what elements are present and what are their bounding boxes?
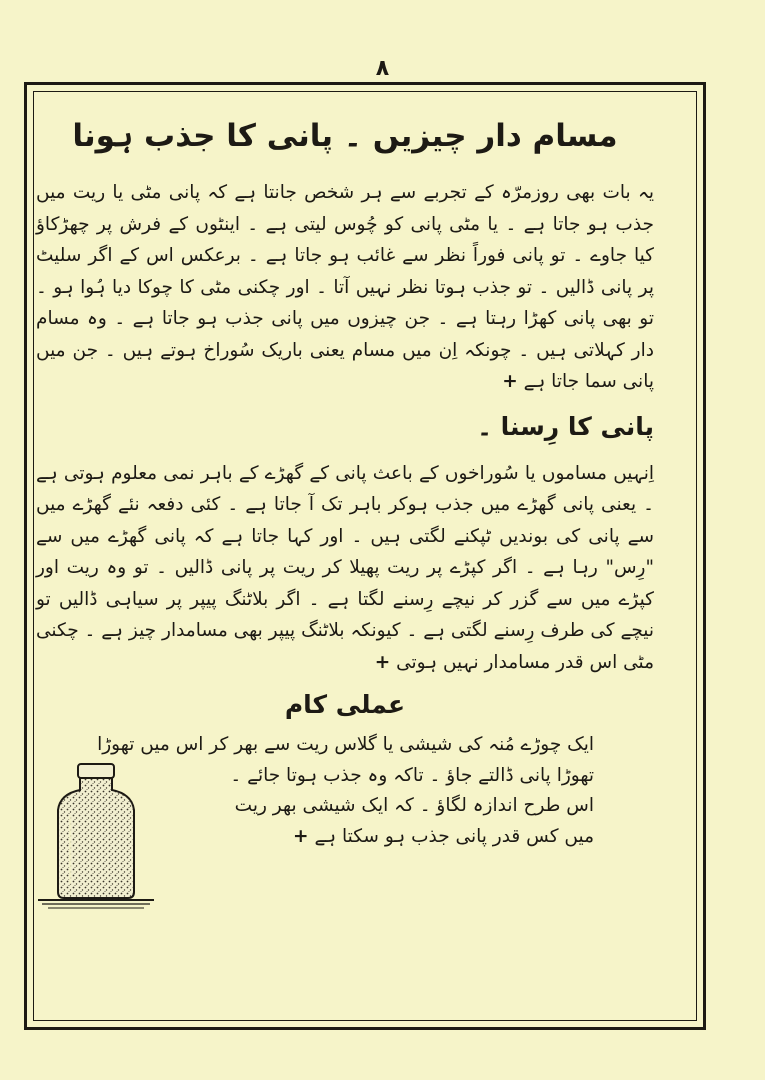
- sand-bottle-icon: [36, 760, 156, 910]
- seepage-paragraph: [36, 458, 654, 679]
- practical-line-text: میں کس قدر پانی جذب ہو سکتا ہے: [314, 825, 594, 847]
- practical-line: ایک چوڑے مُنہ کی شیشی یا گلاس ریت سے بھر کر اس میں تھوڑا: [97, 734, 594, 756]
- end-mark: +: [502, 371, 518, 393]
- end-mark: +: [374, 651, 391, 673]
- intro-paragraph: [36, 177, 654, 398]
- seepage-paragraph-text: اِنہیں مساموں یا سُوراخوں کے باعث پانی کے گھڑے کے باہر نمی معلوم ہوتی ہے ۔ یعنی پانی گھڑے میں جذب ہوکر باہر تک آ جاتا ہے ۔ کئی دفعہ نئے گھڑے میں سے پانی کی بوندیں ٹپکنے لگتی ہیں ۔ اور کہا جاتا ہے کہ پانی گھڑے میں سے "رِس" رہا ہے ۔ اگر کپڑے پر ریت پھیلا کر ریت پر پانی ڈالیں ۔ تو وہ ریت اور کپڑے میں سے گزر کر نیچے رِسنے لگتا ہے ۔ اگر بلاٹنگ پیپر پر سیاہی ڈالیں تو نیچے کی طرف رِسنے لگتی ہے ۔ کیونکہ بلاٹنگ پیپر بھی مسامدار چیز ہے ۔ چکنی مٹی اس قدر مسامدار نہیں ہوتی: [36, 462, 654, 673]
- practical-heading: عملی کام: [284, 690, 406, 720]
- practical-line: اس طرح اندازہ لگاؤ ۔ کہ ایک شیشی بھر ریت: [234, 795, 594, 817]
- seepage-heading: پانی کا رِسنا ۔: [477, 411, 654, 441]
- page-content: [36, 118, 654, 998]
- end-mark: +: [293, 825, 309, 847]
- page-number: ۸: [375, 56, 390, 81]
- practical-block: [36, 730, 654, 930]
- page-title: مسام دار چیزیں ۔ پانی کا جذب ہونا: [72, 118, 618, 154]
- practical-line: تھوڑا پانی ڈالتے جاؤ ۔ تاکہ وہ جذب ہوتا جائے ۔: [230, 764, 594, 786]
- intro-paragraph-text: یہ بات بھی روزمرّہ کے تجربے سے ہر شخص جانتا ہے کہ پانی مٹی یا ریت میں جذب ہو جاتا ہے ۔ یا مٹی پانی کو چُوس لیتی ہے ۔ اینٹوں کے فرش پر چھڑکاؤ کیا جاوے ۔ تو پانی فوراً نظر سے غائب ہو جاتا ہے ۔ برعکس اس کے اگر سلیٹ پر پانی ڈالیں ۔ تو جذب ہوتا نظر نہیں آتا ۔ اور چکنی مٹی کا چوکا دیا ہُوا ہو ۔ تو بھی پانی کھڑا رہتا ہے ۔ جن چیزوں میں پانی جذب ہو جاتا ہے ۔ وہ مسام دار کہلاتی ہیں ۔ چونکہ اِن میں مسام یعنی باریک سُوراخ ہوتے ہیں ۔ جن میں پانی سما جاتا ہے: [36, 182, 654, 393]
